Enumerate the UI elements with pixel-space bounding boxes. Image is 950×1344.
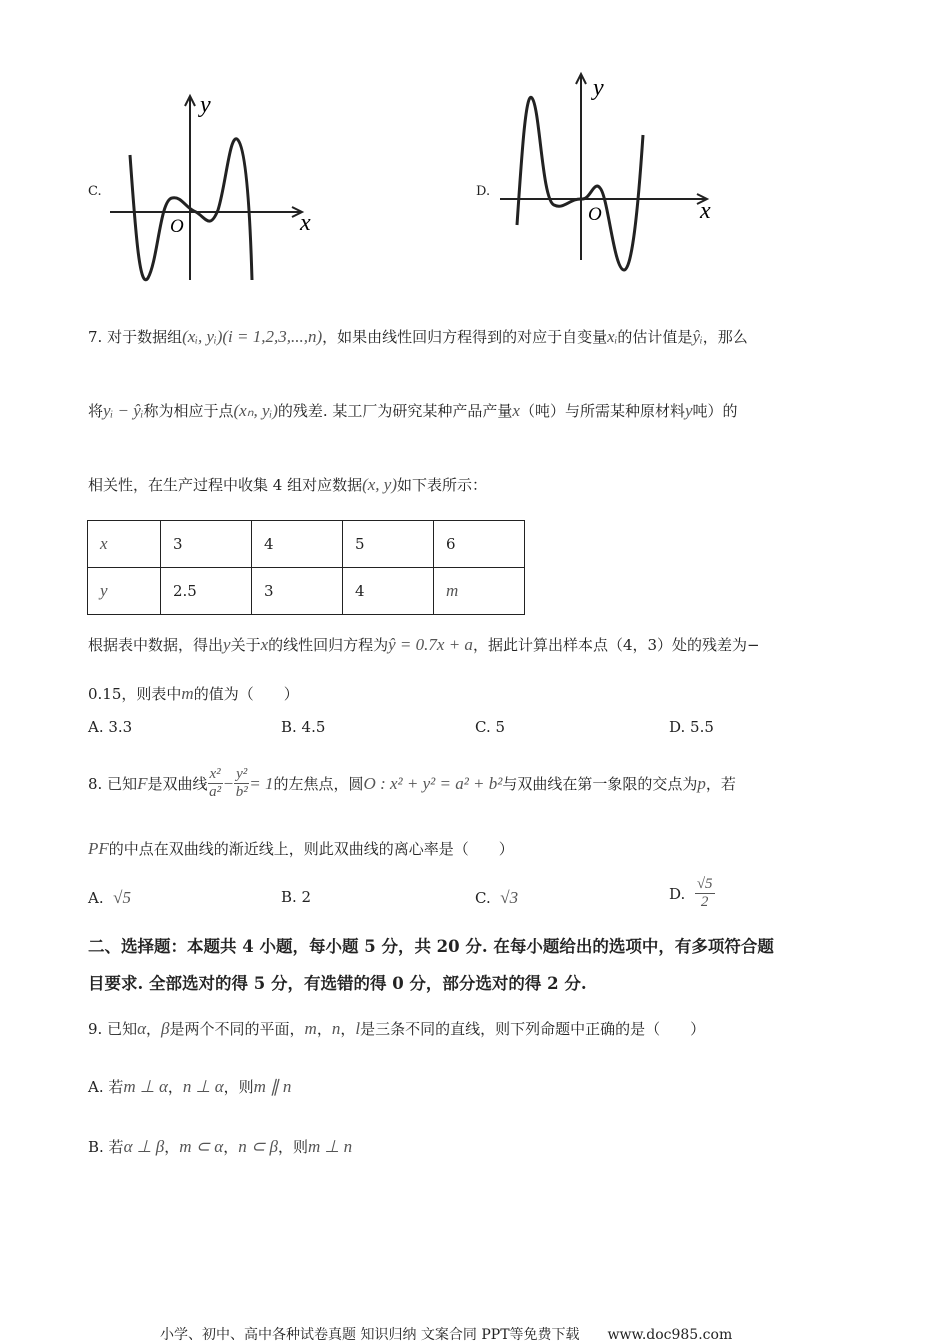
math: n [331,1019,341,1038]
text: 吨）的 [692,402,738,420]
math: PF [88,839,109,858]
origin-label: O [170,216,184,237]
math: β [161,1019,170,1038]
math: l [355,1019,361,1038]
q7-line1 [88,326,748,347]
math: m ⊥ α [123,1077,168,1096]
label: B. 若 [88,1138,124,1156]
math: xᵢ [607,327,618,346]
text: 的估计值是 [617,328,693,346]
text: ， [146,1020,162,1038]
text: 0.15，则表中 [88,685,182,703]
text: 关于 [230,636,261,654]
data-table [87,520,525,615]
axis-y-label: y [200,92,211,118]
text: ，如果由线性回归方程得到的对应于自变量 [322,328,608,346]
text: （吨）与所需某种原材料 [519,402,685,420]
den: b² [235,784,248,800]
math: x [512,401,520,420]
text: 的线性回归方程为 [268,636,389,654]
origin-label: O [588,204,602,225]
text: 称为相应于点 [143,402,234,420]
math: m ⊂ α [179,1137,224,1156]
q8-line2 [88,838,514,859]
text: 的中点在双曲线的渐近线上，则此双曲线的离心率是（ ） [108,840,514,858]
q8-option-d[interactable] [669,876,715,911]
math: x [260,635,269,654]
text: 9. 已知 [88,1020,138,1038]
section-heading: 二、选择题：本题共 4 小题，每小题 5 分，共 20 分. 在每小题给出的选项中，有多项符合题 [88,937,774,956]
math: ŷᵢ [692,327,703,346]
math: m ⊥ n [307,1137,353,1156]
table-cell: m [434,568,525,615]
text: ， [223,1138,239,1156]
math: F [137,773,148,793]
fraction [208,766,223,801]
table-row [88,568,525,615]
text: ，则 [223,1078,254,1096]
table-cell: 5 [343,521,434,568]
q7-line4 [88,634,760,655]
table-cell: 4 [343,568,434,615]
footer-text: 小学、初中、高中各种试卷真题 知识归纳 文案合同 PPT等免费下载 www.doc985.com [160,1327,733,1343]
text: ，据此计算出样本点（4，3）处的残差为− [472,636,760,654]
q7-option-d[interactable]: D. 5.5 [669,718,714,736]
q9-line1 [88,1018,705,1039]
math: y [223,635,231,654]
math: yᵢ − ŷᵢ [103,401,144,420]
text: ， [164,1138,180,1156]
table-cell: 3 [161,521,252,568]
q8-option-b[interactable]: B. 2 [281,888,312,906]
math: (xᵢ, yᵢ)(i = 1,2,3,...,n) [182,327,323,346]
q8-option-c[interactable] [475,888,518,908]
text: 是双曲线 [147,775,208,793]
q9-option-a[interactable] [88,1076,291,1097]
math: − [222,773,235,793]
text: 将 [88,402,104,420]
math: √3 [500,888,519,907]
text: 与双曲线在第一象限的交点为 [502,775,698,793]
math: m ∥ n [253,1077,292,1096]
label: C. [475,889,491,907]
math: n ⊂ β [238,1137,278,1156]
label: A. [88,889,104,907]
table-row [88,521,525,568]
q8-option-a[interactable] [88,888,131,908]
text: ，那么 [702,328,748,346]
text: 的值为（ ） [193,685,299,703]
table-cell: 6 [434,521,525,568]
text: 7. 对于数据组 [88,328,183,346]
text: 8. 已知 [88,775,138,793]
option-d-label: D. [476,184,491,199]
q7-line2 [88,400,738,421]
text: ，若 [705,775,736,793]
math: m [181,684,194,703]
math: y [684,401,693,420]
math: α ⊥ β [123,1137,165,1156]
math: n ⊥ α [182,1077,224,1096]
option-c-label: C. [88,184,102,199]
text: 的左焦点，圆 [273,775,364,793]
num: √5 [696,876,713,892]
text: 如下表所示： [397,476,488,494]
text: 是两个不同的平面， [169,1020,305,1038]
text: ，则 [277,1138,308,1156]
fraction [695,876,715,911]
den: 2 [700,894,709,910]
math: p [697,773,706,793]
den: a² [209,784,222,800]
axis-y-label: y [593,75,604,101]
q7-option-b[interactable]: B. 4.5 [281,718,326,736]
math: O : x² + y² = a² + b² [363,773,503,793]
num: x² [209,766,221,782]
math: m [304,1019,317,1038]
text: 是三条不同的直线，则下列命题中正确的是（ ） [360,1020,706,1038]
section-instructions: 目要求. 全部选对的得 5 分，有选错的得 0 分，部分选对的得 2 分. [88,974,587,993]
q7-option-a[interactable]: A. 3.3 [88,718,133,736]
table-cell: y [88,568,161,615]
q7-option-c[interactable]: C. 5 [475,718,506,736]
math: √5 [113,888,131,907]
math: = 1 [249,773,274,793]
q8-line1 [88,766,736,801]
math: (x, y) [362,475,398,494]
text: 相关性，在生产过程中收集 4 组对应数据 [88,476,363,494]
fraction [234,766,249,801]
text: ， [316,1020,332,1038]
math: ŷ = 0.7x + a [388,635,473,654]
label: A. 若 [88,1078,124,1096]
text: ， [340,1020,356,1038]
q7-line5 [88,683,299,704]
table-cell: 3 [252,568,343,615]
q9-option-b[interactable] [88,1136,352,1157]
math: α [137,1019,147,1038]
num: y² [236,766,248,782]
text: 的残差. 某工厂为研究某种产品产量 [277,402,513,420]
table-cell: x [88,521,161,568]
graph-option-d [490,70,730,280]
q7-line3 [88,474,487,495]
text: ， [167,1078,183,1096]
graph-option-c [100,90,330,290]
table-cell: 2.5 [161,568,252,615]
axis-x-label: x [700,198,711,224]
math: (xₙ, yᵢ) [233,401,278,420]
table-cell: 4 [252,521,343,568]
text: 根据表中数据，得出 [88,636,224,654]
label: D. [669,884,686,903]
axis-x-label: x [300,210,311,236]
